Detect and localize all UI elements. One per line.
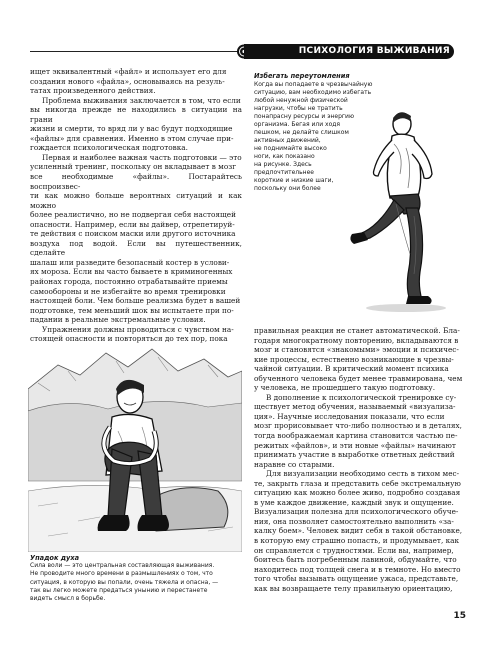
paragraph-line: боитесь быть погребенным лавиной, обдумайте, что — [254, 555, 457, 565]
paragraph-line: «файлы» для сравнения. Именно в этом случае при- — [30, 133, 234, 143]
paragraph-line: те действия с поиском маски или другого источника — [30, 229, 236, 239]
paragraph-line: шалаш или разведите безопасный костер в услови- — [30, 257, 230, 267]
paragraph-line: Для визуализации необходимо сесть в тихом мес- — [266, 469, 460, 479]
page-number: 15 — [453, 611, 466, 621]
sidebar-title: Избегать переутомления — [254, 72, 350, 80]
paragraph-line: годаря многократному повторению, вкладываются в — [254, 335, 459, 345]
paragraph-line: подготовке, тем меньший шок вы испытаете при по- — [30, 305, 234, 315]
paragraph-line: Визуализация полезна для психологического обуче- — [254, 507, 459, 517]
paragraph-line: ях мороза. Если вы часто бываете в криминогенных — [30, 267, 233, 277]
sidebar-line: поскольку они более — [254, 185, 321, 192]
caption-line: ситуация, в которую вы попали, очень тяжела и опасна, — — [30, 578, 219, 586]
paragraph-line: ситуацию как можно более живо, подробно создавая — [254, 488, 461, 498]
running-header: ПСИХОЛОГИЯ ВЫЖИВАНИЯ — [298, 46, 450, 56]
paragraph-line: чайной ситуации. В критический момент психика — [254, 364, 449, 374]
sidebar-line: на рисунке. Здесь — [254, 161, 312, 168]
paragraph-line: районах города, постоянно отрабатывайте приемы — [30, 277, 228, 287]
sidebar-line: понапрасну ресурсы и энергию — [254, 113, 355, 120]
paragraph-line: ществует метод обучения, называемый «визуализа- — [254, 402, 456, 412]
paragraph-line: режитых «файлов», и эти новые «файлы» начинают — [254, 440, 456, 450]
paragraph-line: В дополнение к психологической тренировке су- — [266, 392, 457, 402]
caption-line: видеть смысл в борьбе. — [30, 595, 106, 603]
sidebar-line: ноги, как показано — [254, 153, 315, 160]
left-column — [30, 67, 242, 344]
paragraph-line: падании в реальные экстремальные условия. — [30, 315, 206, 325]
paragraph-line: воздуха под водой. Если вы путешественник, сделайте — [30, 238, 242, 258]
caption-line: так вы легко можете предаться унынию и перестанете — [30, 586, 208, 594]
sidebar-line: короткие и низкие шаги, — [254, 177, 334, 184]
caption-title: Упадок духа — [30, 554, 80, 562]
paragraph-line: мозг прорисовывает что-либо полностью и в деталях, — [254, 421, 462, 431]
paragraph-line: кие процессы, естественно возникающие в чрезвы- — [254, 354, 454, 364]
sidebar-line: организма. Бегая или ходя — [254, 121, 341, 128]
sidebar-line: не поднимайте высоко — [254, 145, 327, 152]
paragraph-line: принимать участие в выработке ответных действий — [254, 450, 455, 460]
paragraph-line: те, закрыть глаза и представить себе экстремальную — [254, 478, 461, 488]
paragraph-line: в которую ему страшно попасть, и продумывает, как — [254, 536, 460, 546]
sidebar-line: нагрузки, чтобы не тратить — [254, 105, 343, 112]
paragraph-line: ти как можно больше вероятных ситуаций и как можно — [30, 191, 242, 210]
paragraph-line: правильная реакция не станет автоматической. Бла- — [254, 326, 460, 335]
paragraph-line: он справляется с трудностями. Если вы, например, — [254, 545, 454, 555]
right-column — [254, 326, 464, 593]
running-man-illustration — [334, 104, 454, 316]
paragraph-line: стоящей опасности и повторяться до тех пор, пока — [30, 334, 228, 344]
paragraph-line: обученного человека будет менее травмирована, чем — [254, 373, 463, 383]
paragraph-line: все необходимые «файлы». Постарайтесь воспроизвес- — [30, 172, 242, 191]
paragraph-line: ищет эквивалентный «файл» и использует его для — [30, 67, 227, 76]
paragraph-line: самообороны и не избегайте во время тренировки — [30, 286, 226, 296]
paragraph-line: настоящей боли. Чем больше реализма будет в вашей — [30, 296, 241, 306]
sidebar-line: любой ненужной физической — [254, 97, 348, 104]
paragraph-line: тогда воображаемая картина становится частью пе- — [254, 431, 458, 441]
paragraph-line: вы никогда прежде не находились в ситуации на грани — [30, 105, 242, 124]
paragraph-line: Упражнения должны проводиться с чувством на- — [42, 324, 234, 334]
sidebar-line: Когда вы попадаете в чрезвычайную — [254, 81, 373, 88]
paragraph-line: жизни и смерти, то вряд ли у вас будут подходящие — [30, 124, 233, 134]
paragraph-line: более реалистично, но не подвергая себя настоящей — [30, 210, 236, 220]
paragraph-line: наравне со старыми. — [254, 459, 335, 469]
header-rule — [30, 51, 240, 52]
paragraph-line: как вы возвращаете телу правильную ориентацию, — [254, 583, 453, 593]
sidebar-line: предпочтительнее — [254, 169, 314, 176]
sidebar-line: пешком, не делайте слишком — [254, 129, 349, 136]
paragraph-line: мозг и становятся «знакомыми» эмоции и психичес- — [254, 345, 459, 355]
paragraph-line: создания нового «файла», основываясь на резуль- — [30, 76, 225, 86]
sidebar-line: ситуацию, вам необходимо избегать — [254, 89, 372, 96]
paragraph-line: в уме каждое движение, каждый звук и ощущение. — [254, 497, 454, 507]
paragraph-line: у человека, не прошедшего такую подготовку. — [254, 383, 436, 393]
paragraph-line: Проблема выживания заключается в том, что если — [42, 95, 241, 105]
figure-caption — [30, 554, 242, 603]
caption-line: Сила воли — это центральная составляющая выживания. — [30, 562, 215, 570]
paragraph-line: ция». Научные исследования показали, что если — [254, 411, 445, 421]
paragraph-line: гождается психологическая подготовка. — [30, 143, 188, 153]
paragraph-line: усиленный тренинг, поскольку он вкладывает в мозг — [30, 162, 237, 172]
paragraph-line: находитесь под толщей снега и в темноте. Но вместо — [254, 564, 461, 574]
paragraph-line: татах произведенного действия. — [30, 86, 156, 96]
paragraph-line: Первая и наиболее важная часть подготовки — это — [42, 152, 242, 162]
paragraph-line: опасности. Например, если вы дайвер, отрепетируй- — [30, 219, 235, 229]
sidebar-line: активных движений, — [254, 137, 321, 144]
sitting-man-illustration — [28, 331, 242, 552]
caption-line: Не проводите много времени в размышлениях о том, что — [30, 570, 213, 578]
paragraph-line: того чтобы вызывать ощущение ужаса, представьте, — [254, 574, 459, 584]
paragraph-line: калку боем». Человек видит себя в такой обстановке, — [254, 526, 463, 536]
paragraph-line: ния, она позволяет самостоятельно выполнить «за- — [254, 516, 454, 526]
